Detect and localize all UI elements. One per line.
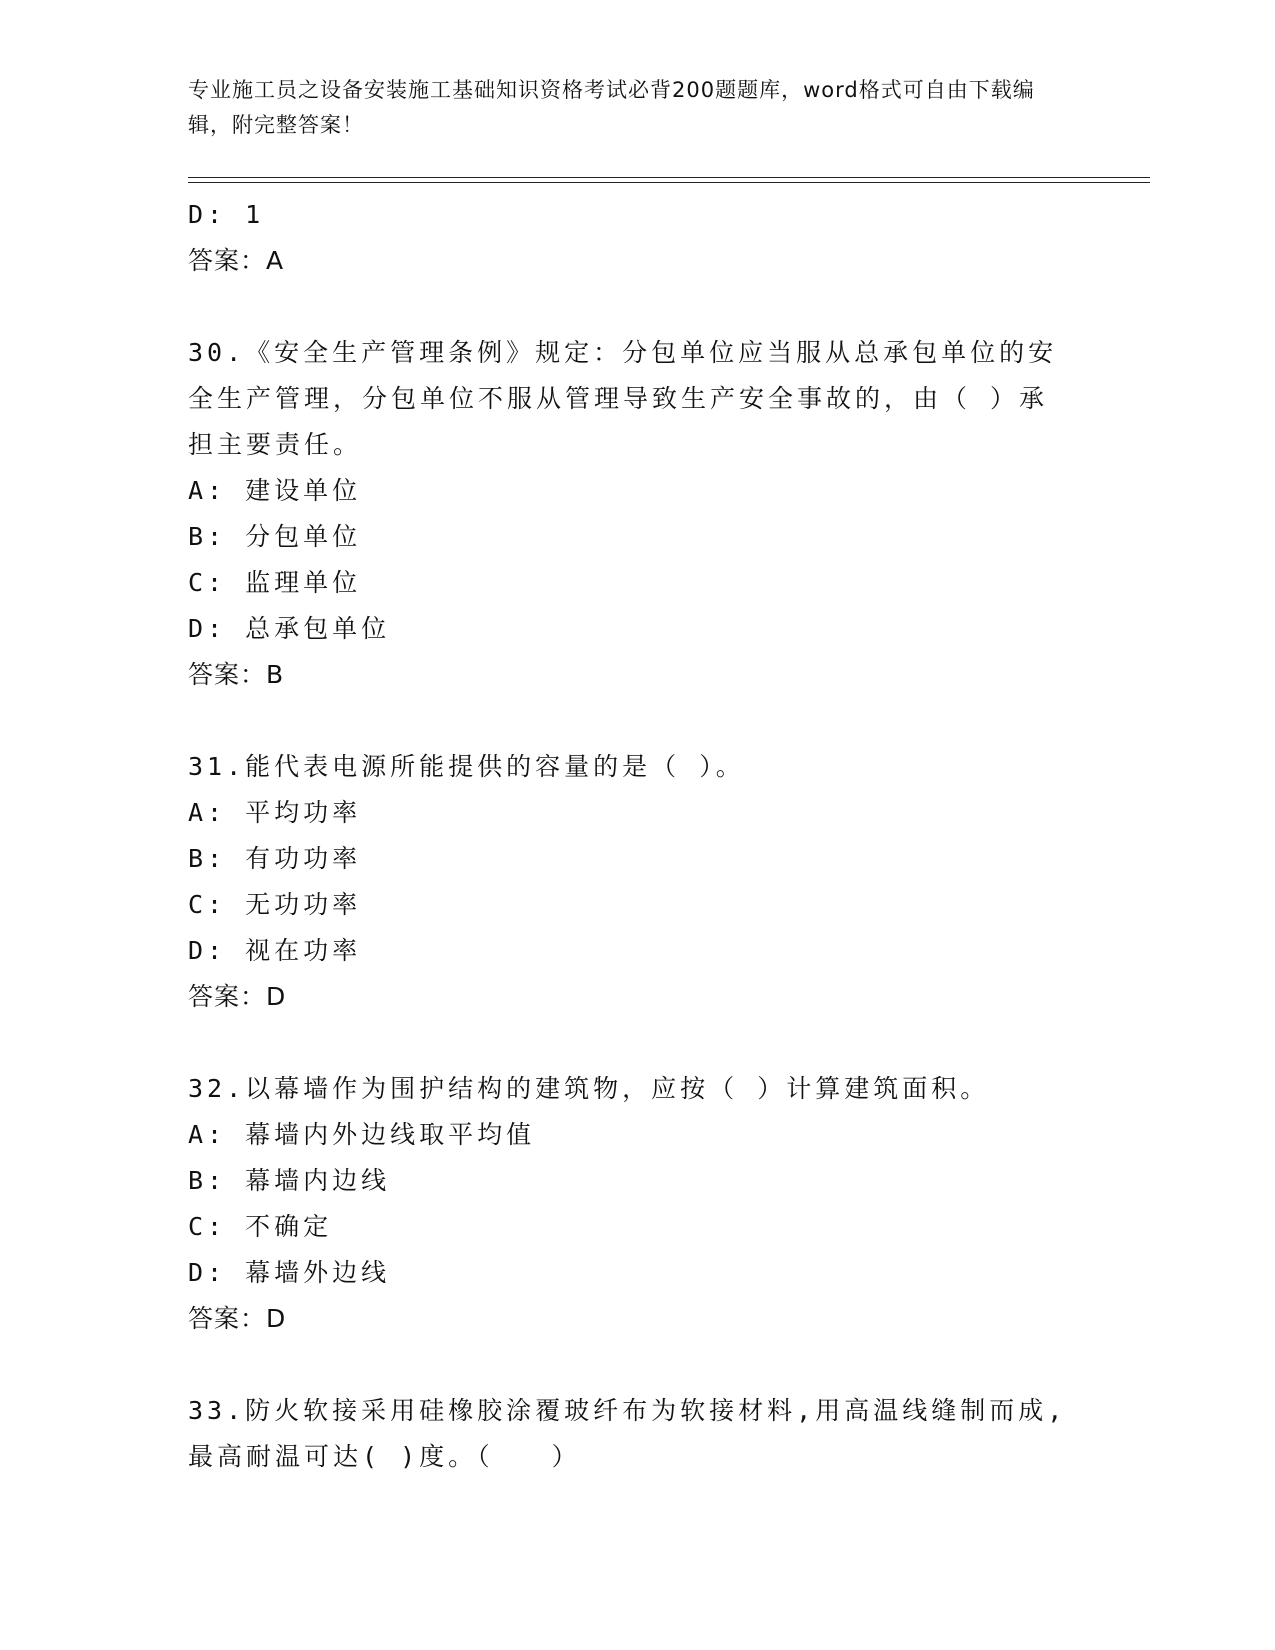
- answer-line: 答案：D: [188, 1304, 287, 1333]
- spacer: [188, 1342, 1088, 1388]
- option-a: A: 平均功率: [188, 798, 362, 827]
- option-b: B: 分包单位: [188, 522, 362, 551]
- option-b: B: 幕墙内边线: [188, 1166, 391, 1195]
- spacer: [188, 284, 1088, 330]
- spacer: [188, 698, 1088, 744]
- answer-line: 答案：D: [188, 982, 287, 1011]
- option-b: B: 有功功率: [188, 844, 362, 873]
- option-d: D: 1: [188, 200, 265, 229]
- option-c: C: 无功功率: [188, 890, 362, 919]
- question-33: 33.防火软接采用硅橡胶涂覆玻纤布为软接材料,用高温线缝制而成,最高耐温可达( )度。（ ）: [188, 1396, 1067, 1471]
- answer-line: 答案：A: [188, 246, 285, 275]
- question-30: 30.《安全生产管理条例》规定：分包单位应当服从总承包单位的安全生产管理，分包单位不服从管理导致生产安全事故的，由（ ）承担主要责任。: [188, 338, 1058, 459]
- option-d: D: 视在功率: [188, 936, 362, 965]
- option-d: D: 总承包单位: [188, 614, 391, 643]
- header-rule-top: [188, 177, 1150, 178]
- spacer: [188, 1020, 1088, 1066]
- option-d: D: 幕墙外边线: [188, 1258, 391, 1287]
- question-list: [188, 192, 1088, 1480]
- option-a: A: 幕墙内外边线取平均值: [188, 1120, 536, 1149]
- option-c: C: 监理单位: [188, 568, 362, 597]
- answer-line: 答案：B: [188, 660, 285, 689]
- option-c: C: 不确定: [188, 1212, 333, 1241]
- option-a: A: 建设单位: [188, 476, 362, 505]
- question-32: 32.以幕墙作为围护结构的建筑物，应按（ ）计算建筑面积。: [188, 1074, 990, 1103]
- header-rule-bottom: [188, 182, 1150, 183]
- page-header: 专业施工员之设备安装施工基础知识资格考试必背200题题库，word格式可自由下载编辑，附完整答案！: [188, 78, 1035, 137]
- question-31: 31.能代表电源所能提供的容量的是（ ）。: [188, 752, 745, 781]
